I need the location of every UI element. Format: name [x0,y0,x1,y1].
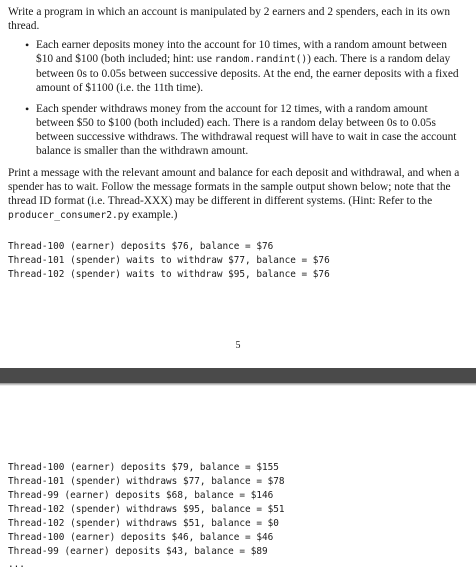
output-line: Thread-102 (spender) withdraws $95, balance = $51 [8,504,285,515]
output-line: Thread-102 (spender) withdraws $51, balance = $0 [8,518,279,529]
output-line: Thread-102 (spender) waits to withdraw $95, balance = $76 [8,269,330,280]
page-separator [0,368,476,383]
requirements-list [0,38,476,165]
output-instructions-paragraph [8,166,468,223]
output-line: Thread-100 (earner) deposits $76, balance = $76 [8,241,274,252]
output-line: Thread-99 (earner) deposits $68, balance = $146 [8,490,274,501]
page-number: 5 [235,340,241,351]
para2-text: Print a message with the relevant amount and balance for each deposit and withdrawal, and when a spender has to wait. Follow the message formats in the sample output shown below; note that the thread ID format (i.e. Thread-XXX) may be different in different systems. (Hint: Refer to the [8,167,460,207]
output-line: Thread-100 (earner) deposits $79, balance = $155 [8,462,279,473]
output-ellipsis: ... [8,559,25,570]
para2-after: example.) [129,209,178,221]
output-line: Thread-101 (spender) withdraws $77, balance = $78 [8,476,285,487]
sample-output-bottom [8,461,476,559]
randint-code: random.randint() [214,54,308,65]
output-line: Thread-100 (earner) deposits $46, balance = $46 [8,532,274,543]
spender-bullet: • Each spender withdraws money from the account for 12 times, with a random amount between $50 to $100 (both included) each. There is a random delay between 0s to 0.05s between successive withdraws. The withdrawal request will have to wait in case the account balance is smaller than the withdrawn amount. [36,102,464,158]
output-line: Thread-101 (spender) waits to withdraw $77, balance = $76 [8,255,330,266]
earner-text-2: ) each. There is a random delay between 0s to 0.05s between successive deposits. At the end, the earner deposits with a fixed amount of $1100 (i.e. the 11th time). [36,53,459,94]
intro-paragraph: Write a program in which an account is manipulated by 2 earners and 2 spenders, each in its own thread. [8,6,451,32]
output-line: Thread-99 (earner) deposits $43, balance = $89 [8,546,268,557]
sample-output-top [8,240,476,282]
earner-text-1: Each earner deposits money into the account for 10 times, with a random amount between $10 and $100 (both included; hint: use [36,39,447,65]
producer-consumer-code: producer_consumer2.py [8,210,130,221]
earner-bullet [36,38,464,95]
